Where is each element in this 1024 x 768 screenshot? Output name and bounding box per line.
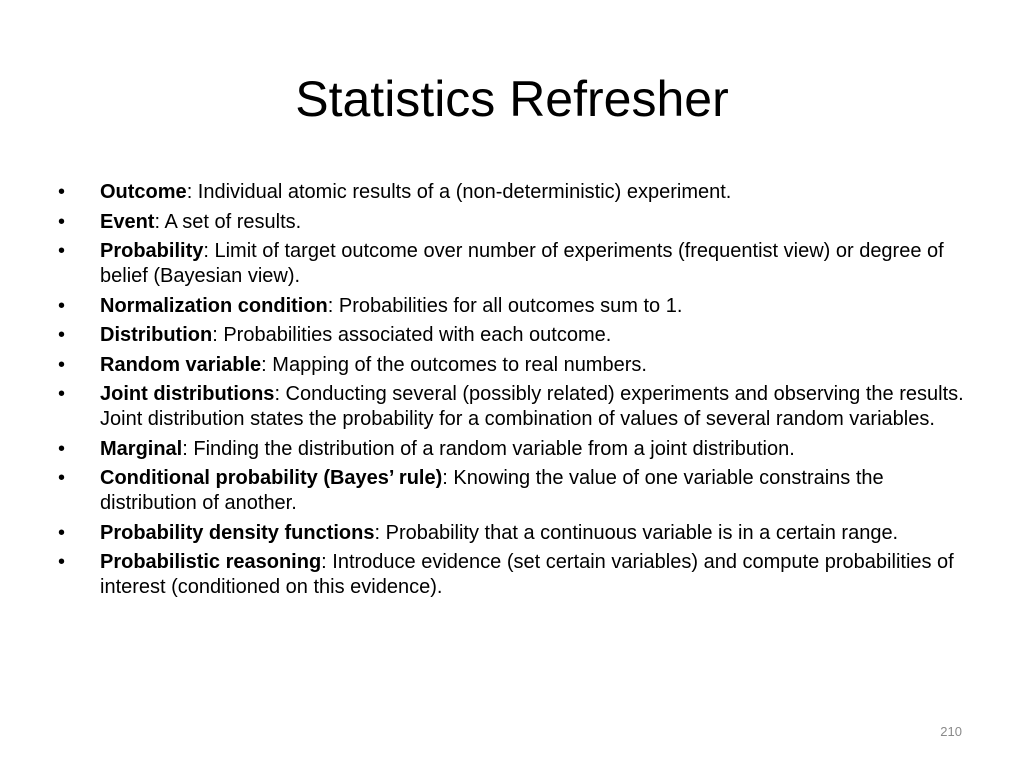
bullet-icon: •: [58, 294, 66, 317]
bullet-icon: •: [58, 383, 66, 405]
term: Outcome: [100, 181, 187, 203]
term: Normalization condition: [100, 294, 328, 317]
slide-title: Statistics Refresher: [295, 71, 729, 127]
bullet-icon: •: [58, 467, 66, 489]
bullet-item-conditional-probability: [58, 466, 978, 516]
bullet-icon: •: [58, 437, 66, 460]
bullet-icon: •: [58, 181, 66, 203]
definition: : Individual atomic results of a (non-deterministic) experiment.: [186, 181, 732, 203]
definition: : Probabilities for all outcomes sum to 1.: [327, 294, 683, 317]
bullet-icon: •: [58, 353, 66, 376]
definition: : Probability that a continuous variable is in a certain range.: [374, 521, 899, 544]
bullet-list: [58, 180, 978, 605]
bullet-icon: •: [58, 240, 66, 262]
definition: : A set of results.: [154, 210, 302, 233]
bullet-icon: •: [58, 551, 66, 573]
bullet-item-outcome: [58, 180, 978, 205]
definition: : Introduce evidence (set certain variables) and compute probabilities of interest (conditioned on this evidence).: [100, 551, 954, 598]
definition: : Finding the distribution of a random variable from a joint distribution.: [182, 437, 795, 460]
bullet-item-probabilistic-reasoning: [58, 550, 978, 600]
bullet-item-random-variable: [58, 353, 978, 378]
bullet-item-normalization-condition: [58, 294, 978, 319]
definition: : Knowing the value of one variable constrains the distribution of another.: [100, 467, 884, 514]
bullet-icon: •: [58, 210, 66, 233]
bullet-item-event: [58, 210, 978, 235]
definition: : Conducting several (possibly related) experiments and observing the results. Joint distribution states the probability for a combination of values of several random variables.: [100, 383, 964, 430]
term: Distribution: [100, 324, 213, 346]
definition: : Probabilities associated with each outcome.: [212, 324, 612, 346]
term: Conditional probability (Bayes’ rule): [100, 467, 443, 489]
bullet-item-marginal: [58, 437, 978, 462]
bullet-icon: •: [58, 521, 66, 544]
term: Probability density functions: [100, 521, 375, 544]
term: Joint distributions: [100, 383, 275, 405]
term: Probabilistic reasoning: [100, 551, 322, 573]
bullet-item-probability: [58, 239, 978, 289]
page-number: 210: [940, 724, 962, 739]
bullet-item-probability-density-functions: [58, 521, 978, 546]
term: Event: [100, 210, 155, 233]
bullet-icon: •: [58, 324, 66, 346]
term: Probability: [100, 240, 204, 262]
definition: : Limit of target outcome over number of experiments (frequentist view) or degree of belief (Bayesian view).: [100, 240, 944, 287]
term: Marginal: [100, 437, 183, 460]
bullet-item-joint-distributions: [58, 382, 978, 432]
definition: : Mapping of the outcomes to real numbers.: [261, 353, 647, 376]
bullet-item-distribution: [58, 323, 978, 348]
term: Random variable: [100, 353, 262, 376]
